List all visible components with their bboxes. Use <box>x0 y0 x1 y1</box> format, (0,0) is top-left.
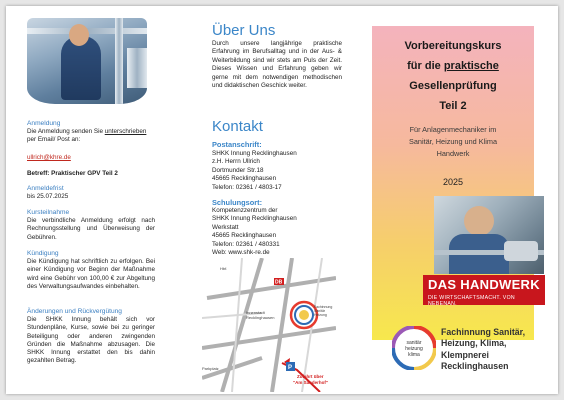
svg-text:DB: DB <box>275 279 283 286</box>
das-handwerk-slogan: DIE WIRTSCHAFTSMACHT. VON NEBENAN. <box>428 295 515 307</box>
aenderungen-heading: Änderungen und Rückvergütung <box>27 308 122 315</box>
postanschrift-block: SHKK Innung Recklinghausen z.H. Herrn Ullrich Dortmunder Str.18 45665 Recklinghausen Telefon: 02361 / 4803-17 <box>212 150 297 191</box>
svg-text:Recklinghausen: Recklinghausen <box>246 315 275 320</box>
schulungsort-heading: Schulungsort: <box>212 198 263 207</box>
schulungsort-block: Kompetenzzentrum der SHKK Innung Recklinghausen Werkstatt 45665 Recklinghausen Telefon: 02361 / 480331 Web: www.shk-re.de <box>212 207 297 257</box>
betreff-line: Betreff: Praktischer GPV Teil 2 <box>27 170 118 177</box>
anmeldefrist-value: bis 25.07.2025 <box>27 193 69 200</box>
anmeldung-text: Die Anmeldung senden Sie unterschrieben per Email/ Post an: <box>27 128 147 144</box>
das-handwerk-title: DAS HANDWERK <box>428 277 540 292</box>
innung-logo <box>392 326 436 370</box>
title-line-2: für die praktische <box>407 60 499 72</box>
ueber-uns-text: Durch unsere langjährige praktische Erfahrung im Berufsalltag und in der Aus- & Weiterbildung sind wir stets am Puls der Zeit. Dieses Wissen und Erfahrung geben wir gerne mit dem notwendigen methodischen und didaktischen Geschick weiter. <box>212 40 342 90</box>
svg-text:Innenstadt: Innenstadt <box>246 310 265 315</box>
subtitle-block: Für Anlagenmechaniker im Sanitär, Heizung und Klima Handwerk <box>408 125 498 158</box>
kursteilnahme-text: Die verbindliche Anmeldung erfolgt nach Rechnungsstellung und Überweisung der Gebühren. <box>27 217 155 241</box>
innung-name: Fachinnung Sanitär, Heizung, Klima, Klempnerei Recklinghausen <box>441 327 526 371</box>
svg-text:klima: klima <box>408 352 420 358</box>
anmeldung-heading: Anmeldung <box>27 120 61 127</box>
aenderungen-text: Die SHKK Innung behält sich vor Stundenpläne, Kurse, sowie bei zu geringer Beteiligung oder anderen zwingenden Gründen die Maßnahme abzusagen. Die SHKK Innung erstattet den bis dahin gezahlten Betrag. <box>27 316 155 365</box>
unterschrieben-text: unterschrieben <box>104 128 147 135</box>
title-line-1: Vorbereitungskurs <box>404 40 502 52</box>
kuendigung-text: Die Kündigung hat schriftlich zu erfolgen. Bei einer Kündigung vor Beginn der Maßnahme wird eine Gebühr von 100,00 € zur Abgeltung des Verwaltungsaufwandes einbehalten. <box>27 258 155 290</box>
ueber-uns-heading: Über Uns <box>212 22 276 39</box>
svg-text:Fachinnung: Fachinnung <box>314 305 333 309</box>
kursteilnahme-heading: Kursteilnahme <box>27 209 70 216</box>
kontakt-heading: Kontakt <box>212 118 263 135</box>
anmeldefrist-heading: Anmeldefrist <box>27 185 64 192</box>
svg-text:Sanitär: Sanitär <box>314 309 326 313</box>
title-line-3: Gesellenprüfung <box>409 80 497 92</box>
year-text: 2025 <box>442 177 464 187</box>
workshop-photo <box>434 196 544 274</box>
svg-text:sanitär: sanitär <box>406 340 422 346</box>
svg-text:P: P <box>288 365 293 371</box>
das-handwerk-banner <box>423 275 545 305</box>
postanschrift-heading: Postanschrift: <box>212 140 262 149</box>
svg-text:Heizung: Heizung <box>314 313 327 317</box>
svg-text:"Am Sanderhof": "Am Sanderhof" <box>293 380 329 385</box>
mechanic-photo <box>27 18 147 104</box>
kuendigung-heading: Kündigung <box>27 250 59 257</box>
svg-text:Parkplatz: Parkplatz <box>202 366 219 371</box>
title-line-4: Teil 2 <box>439 100 467 112</box>
svg-text:heizung: heizung <box>405 346 423 352</box>
svg-text:Zufahrt über: Zufahrt über <box>297 374 324 379</box>
location-map <box>202 258 336 392</box>
email-link[interactable]: ullrich@khre.de <box>27 154 71 161</box>
svg-text:Hbf.: Hbf. <box>220 266 228 271</box>
